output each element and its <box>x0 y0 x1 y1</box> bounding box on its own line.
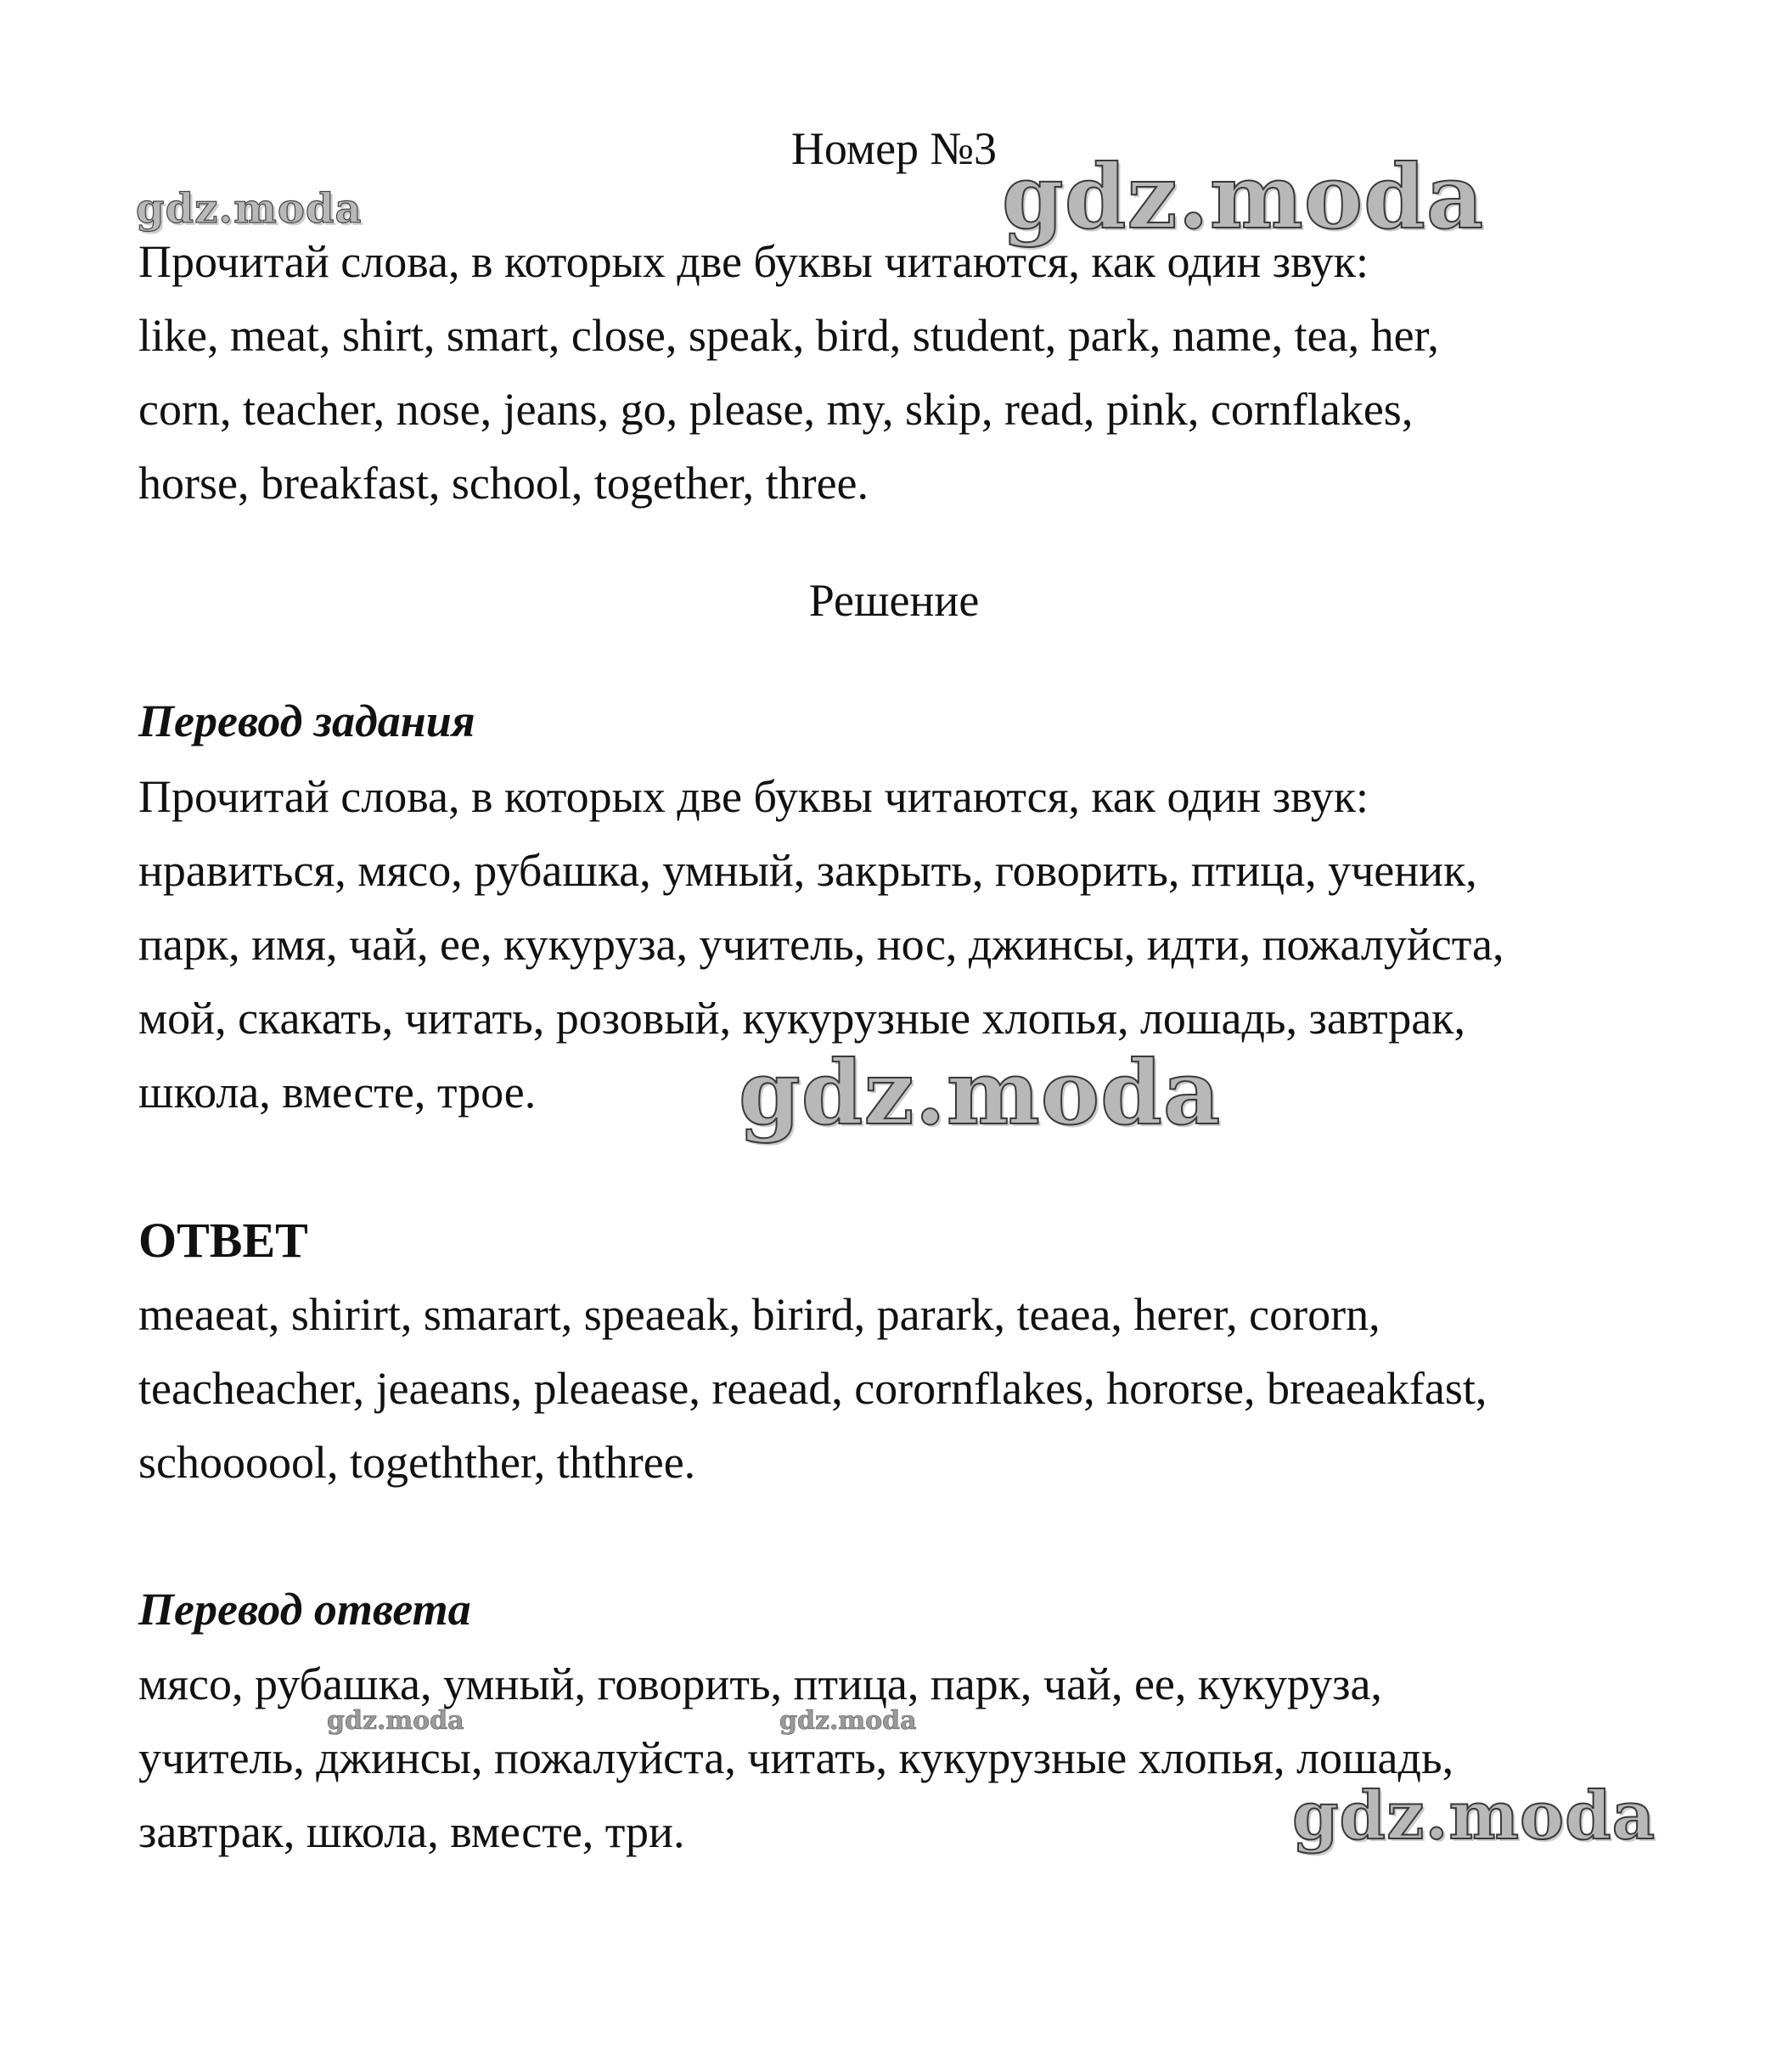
task-line: like, meat, shirt, smart, close, speak, bird, student, park, name, tea, her, <box>138 310 1439 361</box>
task-translation-line: нравиться, мясо, рубашка, умный, закрыть, говорить, птица, ученик, <box>138 845 1477 896</box>
task-translation-line: мой, скакать, читать, розовый, кукурузные хлопья, лошадь, завтрак, <box>138 993 1465 1044</box>
task-line: corn, teacher, nose, jeans, go, please, my, skip, read, pink, cornflakes, <box>138 384 1414 435</box>
watermark-logo: gdz.moda <box>779 1706 917 1736</box>
answer-translation-line: учитель, джинсы, пожалуйста, читать, кукурузные хлопья, лошадь, <box>138 1732 1454 1783</box>
watermark-logo: gdz.moda <box>1002 144 1485 249</box>
task-translation-heading: Перевод задания <box>138 695 475 746</box>
task-translation-line: школа, вместе, трое. <box>138 1067 537 1118</box>
solution-label: Решение <box>808 575 980 626</box>
task-translation-line: парк, имя, чай, ее, кукуруза, учитель, нос, джинсы, идти, пожалуйста, <box>138 919 1504 970</box>
watermark-logo: gdz.moda <box>136 185 363 233</box>
watermark-logo: gdz.moda <box>739 1040 1222 1145</box>
page-title: Номер №3 <box>790 123 998 174</box>
watermark-logo: gdz.moda <box>1292 1777 1656 1855</box>
answer-text <box>138 1278 1667 1500</box>
task-line: Прочитай слова, в которых две буквы читаются, как один звук: <box>138 236 1369 287</box>
task-line: horse, breakfast, school, together, three. <box>138 458 869 509</box>
answer-translation-heading: Перевод ответа <box>138 1584 471 1635</box>
watermark-logo: gdz.moda <box>327 1706 464 1736</box>
answer-line: teacheacher, jeaeans, pleaease, reaead, corornflakes, hororse, breaeakfast, <box>138 1363 1487 1414</box>
task-text <box>138 225 1667 521</box>
answer-heading: ОТВЕТ <box>138 1213 308 1268</box>
answer-translation-line: завтрак, школа, вместе, три. <box>138 1806 685 1857</box>
answer-translation-line: мясо, рубашка, умный, говорить, птица, парк, чай, ее, кукуруза, <box>138 1658 1382 1709</box>
task-translation-line: Прочитай слова, в которых две буквы читаются, как один звук: <box>138 771 1369 822</box>
answer-line: schoooool, togethther, ththree. <box>138 1437 696 1488</box>
answer-line: meaeat, shirirt, smarart, speaeak, birird, parark, teaea, herer, cororn, <box>138 1289 1380 1340</box>
